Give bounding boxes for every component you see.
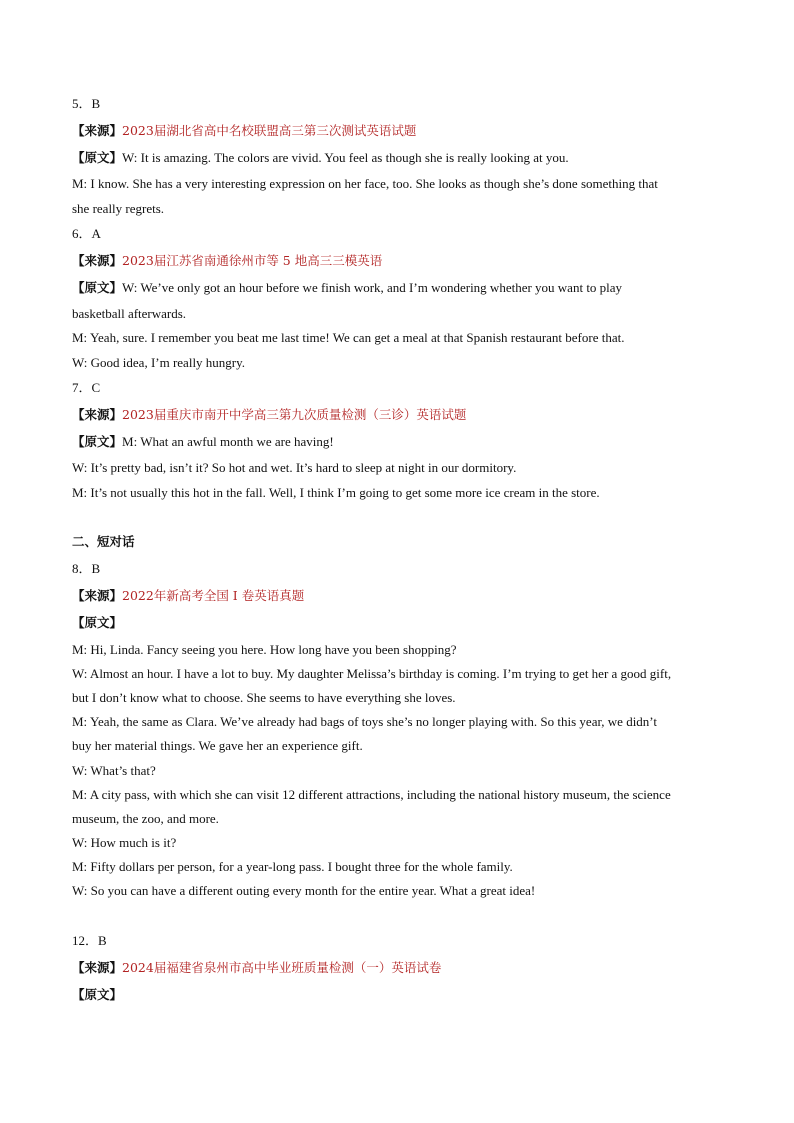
source-text: 2024届福建省泉州市高中毕业班质量检测（一）英语试卷 [122,960,442,975]
dialogue-line: M: Yeah, the same as Clara. We’ve already had bags of toys she’s no longer playing with. So this year, we didn’t [72,714,658,729]
source-line-7 [72,407,724,423]
dialogue-line: W: So you can have a different outing every month for the entire year. What a great idea! [72,883,536,898]
source-line-6 [72,253,724,269]
answer-7: 7．C [72,380,101,395]
source-text: 2023届重庆市南开中学高三第九次质量检测（三诊）英语试题 [122,407,467,422]
answer-8: 8．B [72,561,101,576]
dialogue-line: W: What’s that? [72,763,156,778]
dialogue-line: basketball afterwards. [72,306,187,321]
source-text: 2023届江苏省南通徐州市等 5 地高三三模英语 [122,253,383,268]
answer-12: 12．B [72,933,107,948]
source-line-12 [72,960,724,976]
source-tag: 【来源】 [72,253,123,268]
dialogue-line: M: Yeah, sure. I remember you beat me last time! We can get a meal at that Spanish restaurant before that. [72,330,625,345]
original-line-7-1 [72,434,724,450]
dialogue-line: but I don’t know what to choose. She seems to have everything she loves. [72,690,456,705]
original-tag: 【原文】 [72,615,123,630]
section-heading: 二、短对话 [72,534,135,549]
dialogue-line: W: It’s pretty bad, isn’t it? So hot and wet. It’s hard to sleep at night in our dormitory. [72,460,517,475]
dialogue-line: she really regrets. [72,201,165,216]
dialogue-line: M: I know. She has a very interesting expression on her face, too. She looks as though she’s done something that [72,176,658,191]
source-tag: 【来源】 [72,407,123,422]
source-text: 2023届湖北省高中名校联盟高三第三次测试英语试题 [122,123,417,138]
original-line-6-1 [72,280,724,296]
dialogue-line: M: It’s not usually this hot in the fall. Well, I think I’m going to get some more ice cream in the store. [72,485,600,500]
original-tag: 【原文】 [72,150,123,165]
original-tag: 【原文】 [72,987,123,1002]
source-line-8 [72,588,724,604]
source-tag: 【来源】 [72,960,123,975]
source-text: 2022年新高考全国 I 卷英语真题 [122,588,305,603]
dialogue-line: museum, the zoo, and more. [72,811,219,826]
dialogue-line: W: Almost an hour. I have a lot to buy. My daughter Melissa’s birthday is coming. I’m trying to get her a good gift, [72,666,672,681]
original-tag: 【原文】 [72,434,123,449]
dialogue-text: W: We’ve only got an hour before we finish work, and I’m wondering whether you want to play [122,280,623,295]
original-tag: 【原文】 [72,280,123,295]
dialogue-text: W: It is amazing. The colors are vivid. You feel as though she is really looking at you. [122,150,569,165]
dialogue-line: buy her material things. We gave her an experience gift. [72,738,363,753]
dialogue-text: M: What an awful month we are having! [122,434,334,449]
dialogue-line: M: A city pass, with which she can visit 12 different attractions, including the national history museum, the science [72,787,671,802]
source-tag: 【来源】 [72,123,123,138]
original-line-5-1 [72,150,724,166]
dialogue-line: M: Fifty dollars per person, for a year-long pass. I bought three for the whole family. [72,859,513,874]
dialogue-line: M: Hi, Linda. Fancy seeing you here. How long have you been shopping? [72,642,457,657]
answer-5: 5．B [72,96,101,111]
source-tag: 【来源】 [72,588,123,603]
dialogue-line: W: Good idea, I’m really hungry. [72,355,246,370]
answer-6: 6．A [72,226,101,241]
source-line-5 [72,123,724,139]
dialogue-line: W: How much is it? [72,835,177,850]
